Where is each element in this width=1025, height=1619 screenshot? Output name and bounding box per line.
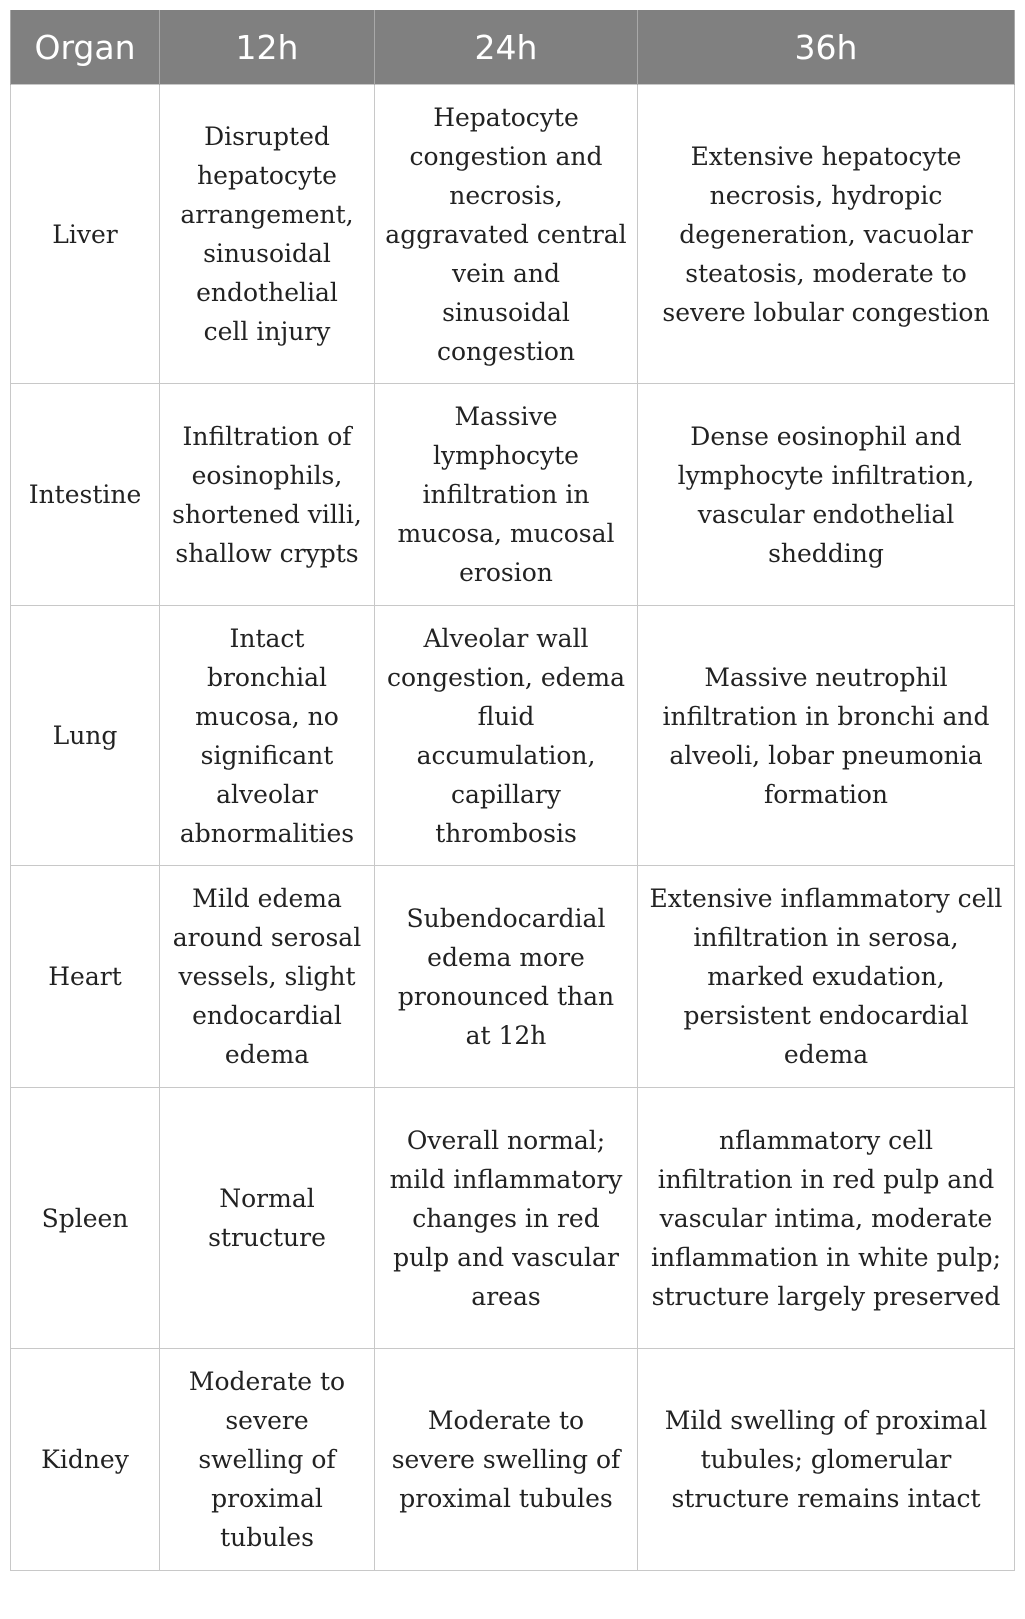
organ-cell: Lung: [11, 606, 160, 866]
cell-24h: Massive lymphocyte infiltration in mucosa, mucosal erosion: [375, 384, 638, 606]
header-12h: 12h: [160, 10, 375, 85]
cell-24h: Overall normal; mild inflammatory changes in red pulp and vascular areas: [375, 1088, 638, 1349]
organ-cell: Kidney: [11, 1349, 160, 1571]
cell-24h: Alveolar wall congestion, edema fluid accumulation, capillary thrombosis: [375, 606, 638, 866]
cell-12h: Infiltration of eosinophils, shortened villi, shallow crypts: [160, 384, 375, 606]
header-36h: 36h: [638, 10, 1015, 85]
cell-36h: Extensive hepatocyte necrosis, hydropic degeneration, vacuolar steatosis, moderate to severe lobular congestion: [638, 85, 1015, 384]
cell-12h: Mild edema around serosal vessels, slight endocardial edema: [160, 866, 375, 1088]
cell-36h: nflammatory cell infiltration in red pulp and vascular intima, moderate inflammation in white pulp; structure largely preserved: [638, 1088, 1015, 1349]
cell-36h: Mild swelling of proximal tubules; glomerular structure remains intact: [638, 1349, 1015, 1571]
cell-36h: Massive neutrophil infiltration in bronchi and alveoli, lobar pneumonia formation: [638, 606, 1015, 866]
organ-cell: Intestine: [11, 384, 160, 606]
organ-cell: Spleen: [11, 1088, 160, 1349]
table-row-spleen: [11, 1088, 1015, 1349]
table-row-lung: [11, 606, 1015, 866]
cell-12h: Disrupted hepatocyte arrangement, sinusoidal endothelial cell injury: [160, 85, 375, 384]
cell-24h: Subendocardial edema more pronounced than at 12h: [375, 866, 638, 1088]
header-24h: 24h: [375, 10, 638, 85]
table-row-intestine: [11, 384, 1015, 606]
organ-cell: Heart: [11, 866, 160, 1088]
header-row: [11, 10, 1015, 85]
cell-24h: Hepatocyte congestion and necrosis, aggravated central vein and sinusoidal congestion: [375, 85, 638, 384]
histopathology-table: [10, 10, 1015, 1571]
organ-cell: Liver: [11, 85, 160, 384]
cell-12h: Normal structure: [160, 1088, 375, 1349]
table-header: [11, 10, 1015, 85]
cell-36h: Dense eosinophil and lymphocyte infiltration, vascular endothelial shedding: [638, 384, 1015, 606]
cell-36h: Extensive inflammatory cell infiltration in serosa, marked exudation, persistent endocardial edema: [638, 866, 1015, 1088]
table-row-liver: [11, 85, 1015, 384]
cell-24h: Moderate to severe swelling of proximal tubules: [375, 1349, 638, 1571]
table-row-kidney: [11, 1349, 1015, 1571]
table-body: [11, 85, 1015, 1571]
header-organ: Organ: [11, 10, 160, 85]
cell-12h: Moderate to severe swelling of proximal tubules: [160, 1349, 375, 1571]
histopathology-table-container: [10, 10, 1014, 1571]
cell-12h: Intact bronchial mucosa, no significant alveolar abnormalities: [160, 606, 375, 866]
table-row-heart: [11, 866, 1015, 1088]
